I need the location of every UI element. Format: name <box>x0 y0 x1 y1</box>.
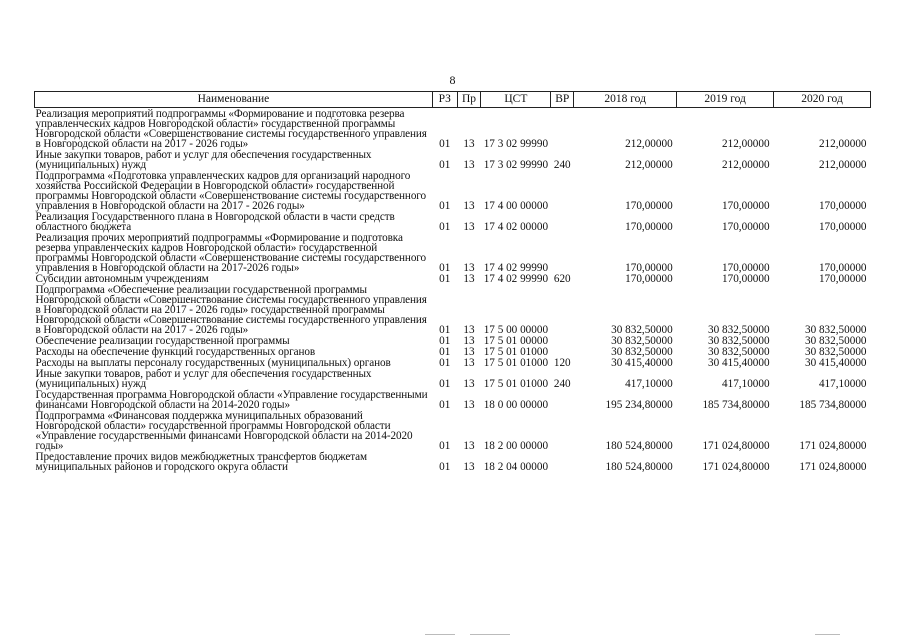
row-2020: 170,00000 <box>818 221 867 233</box>
table-row <box>35 357 871 368</box>
row-2020: 171 024,80000 <box>799 440 867 452</box>
table-row <box>35 451 871 472</box>
row-name: Подпрограмма «Финансовая поддержка муниципальных образований Новгородской области» государственной программы Новгородской области «Управление государственными финансами Новгородской области на 2014-2020 годы» <box>35 410 413 452</box>
header-2018: 2018 год <box>574 92 677 108</box>
row-2019: 30 415,40000 <box>708 357 770 369</box>
row-vr <box>551 451 574 472</box>
row-rz: 01 <box>439 461 451 473</box>
row-pr: 13 <box>463 262 475 274</box>
row-rz: 01 <box>439 346 451 358</box>
row-rz: 01 <box>439 273 451 285</box>
row-vr <box>551 108 574 150</box>
row-2020: 30 415,40000 <box>804 357 867 369</box>
row-cst: 18 2 04 00000 <box>483 461 549 473</box>
row-name: Расходы на выплаты персоналу государственных (муниципальных) органов <box>35 357 391 369</box>
row-rz: 01 <box>439 357 451 369</box>
row-2018: 180 524,80000 <box>605 461 673 473</box>
row-cst: 18 0 00 00000 <box>483 399 549 411</box>
row-2020: 185 734,80000 <box>799 399 867 411</box>
header-pr: Пр <box>457 92 481 108</box>
row-2019: 171 024,80000 <box>702 440 770 452</box>
row-2018: 30 415,40000 <box>611 357 673 369</box>
row-vr: 240 <box>553 378 571 390</box>
row-2018: 170,00000 <box>625 262 673 274</box>
row-vr <box>551 410 574 451</box>
row-vr <box>551 211 574 232</box>
row-name: Иные закупки товаров, работ и услуг для обеспечения государственных (муниципальных) нужд <box>35 149 372 171</box>
row-vr <box>551 389 574 410</box>
row-2019: 417,10000 <box>722 378 770 390</box>
row-rz: 01 <box>439 378 451 390</box>
row-pr: 13 <box>463 378 475 390</box>
row-vr: 240 <box>553 159 571 171</box>
header-2019: 2019 год <box>677 92 774 108</box>
row-2019: 170,00000 <box>722 273 770 285</box>
row-vr <box>551 170 574 211</box>
row-vr <box>551 335 574 346</box>
scan-artifacts <box>0 630 905 640</box>
row-name: Государственная программа Новгородской области «Управление государственными финансами Новгородской области на 2014-2020 годы» <box>35 389 428 411</box>
row-name: Подпрограмма «Обеспечение реализации государственной программы Новгородской области «Совершенствование системы государственного управления в Новгородской области на 2017 - 2026 годы» государственной программы Новгородской области «Совершенствование системы государственного управления в Новгородской области на 2017 - 2026 годы» <box>35 284 427 336</box>
table-row <box>35 232 871 273</box>
table-header-row <box>35 92 871 108</box>
row-name: Расходы на обеспечение функций государственных органов <box>35 346 316 358</box>
row-vr <box>551 284 574 335</box>
row-vr: 620 <box>553 273 571 285</box>
row-2018: 30 832,50000 <box>611 346 673 358</box>
row-cst: 17 5 01 01000 <box>483 378 549 390</box>
row-rz: 01 <box>439 440 451 452</box>
table-row <box>35 149 871 170</box>
row-rz: 01 <box>439 399 451 411</box>
row-2018: 212,00000 <box>625 159 673 171</box>
row-2020: 170,00000 <box>818 200 867 212</box>
row-cst: 17 5 01 00000 <box>483 335 549 347</box>
row-2019: 212,00000 <box>722 138 770 150</box>
row-2019: 30 832,50000 <box>708 346 770 358</box>
page-number: 8 <box>449 73 456 87</box>
header-vr: ВР <box>551 92 574 108</box>
row-2018: 170,00000 <box>625 200 673 212</box>
row-2020: 212,00000 <box>818 138 867 150</box>
row-rz: 01 <box>439 159 451 171</box>
row-name: Обеспечение реализации государственной программы <box>35 335 290 347</box>
row-rz: 01 <box>439 262 451 274</box>
row-2018: 212,00000 <box>625 138 673 150</box>
row-2019: 171 024,80000 <box>702 461 770 473</box>
row-cst: 17 3 02 99990 <box>483 138 549 150</box>
row-rz: 01 <box>439 324 451 336</box>
header-rz: РЗ <box>432 92 457 108</box>
row-pr: 13 <box>463 273 475 285</box>
table-row <box>35 273 871 284</box>
table-row <box>35 410 871 451</box>
row-2020: 212,00000 <box>818 159 867 171</box>
row-pr: 13 <box>463 461 475 473</box>
row-name: Предоставление прочих видов межбюджетных трансфертов бюджетам муниципальных районов и городского округа области <box>35 451 368 473</box>
row-2018: 30 832,50000 <box>611 335 673 347</box>
row-name: Реализация прочих мероприятий подпрограммы «Формирование и подготовка резерва управленческих кадров Новгородской области» государственной программы Новгородской области «Совершенствование системы государственного управления в Новгородской области на 2017-2026 годы» <box>35 232 427 274</box>
table-row <box>35 170 871 211</box>
row-rz: 01 <box>439 221 451 233</box>
row-cst: 17 5 01 01000 <box>483 357 549 369</box>
row-pr: 13 <box>463 138 475 150</box>
row-2019: 170,00000 <box>722 262 770 274</box>
row-2018: 170,00000 <box>625 273 673 285</box>
row-name: Иные закупки товаров, работ и услуг для обеспечения государственных (муниципальных) нужд <box>35 368 372 390</box>
row-2019: 170,00000 <box>722 200 770 212</box>
table-row <box>35 211 871 232</box>
row-2019: 30 832,50000 <box>708 324 770 336</box>
row-pr: 13 <box>463 324 475 336</box>
row-2020: 30 832,50000 <box>804 324 867 336</box>
row-2018: 417,10000 <box>625 378 673 390</box>
table-row <box>35 335 871 346</box>
row-2018: 170,00000 <box>625 221 673 233</box>
row-pr: 13 <box>463 346 475 358</box>
row-2020: 30 832,50000 <box>804 346 867 358</box>
row-cst: 17 5 00 00000 <box>483 324 549 336</box>
row-cst: 17 3 02 99990 <box>483 159 549 171</box>
row-2018: 30 832,50000 <box>611 324 673 336</box>
row-pr: 13 <box>463 357 475 369</box>
table-row <box>35 389 871 410</box>
row-cst: 17 4 00 00000 <box>483 200 549 212</box>
row-2019: 212,00000 <box>722 159 770 171</box>
row-pr: 13 <box>463 221 475 233</box>
budget-table <box>34 91 871 472</box>
row-pr: 13 <box>463 159 475 171</box>
row-cst: 17 4 02 99990 <box>483 273 549 285</box>
row-pr: 13 <box>463 399 475 411</box>
row-2019: 170,00000 <box>722 221 770 233</box>
header-cst: ЦСТ <box>481 92 551 108</box>
row-rz: 01 <box>439 335 451 347</box>
row-cst: 18 2 00 00000 <box>483 440 549 452</box>
row-2019: 185 734,80000 <box>702 399 770 411</box>
row-2018: 195 234,80000 <box>605 399 673 411</box>
table-row <box>35 346 871 357</box>
row-2020: 170,00000 <box>818 262 867 274</box>
row-name: Субсидии автономным учреждениям <box>35 273 209 285</box>
row-vr <box>551 346 574 357</box>
row-2020: 30 832,50000 <box>804 335 867 347</box>
row-cst: 17 5 01 01000 <box>483 346 549 358</box>
table-row <box>35 368 871 389</box>
row-name: Реализация Государственного плана в Новгородской области в части средств областного бюджета <box>35 211 395 233</box>
row-2018: 180 524,80000 <box>605 440 673 452</box>
row-2020: 171 024,80000 <box>799 461 867 473</box>
row-pr: 13 <box>463 335 475 347</box>
row-name: Реализация мероприятий подпрограммы «Формирование и подготовка резерва управленческих кадров Новгородской области» государственной программы Новгородской области «Совершенствование системы государственного управления в Новгородской области на 2017 - 2026 годы» <box>35 108 427 150</box>
header-name: Наименование <box>35 92 433 108</box>
row-pr: 13 <box>463 200 475 212</box>
header-2020: 2020 год <box>774 92 871 108</box>
row-2020: 170,00000 <box>818 273 867 285</box>
row-2020: 417,10000 <box>818 378 867 390</box>
row-cst: 17 4 02 99990 <box>483 262 549 274</box>
row-rz: 01 <box>439 200 451 212</box>
row-vr <box>551 232 574 273</box>
table-row <box>35 108 871 150</box>
row-vr: 120 <box>553 357 571 369</box>
row-name: Подпрограмма «Подготовка управленческих кадров для организаций народного хозяйства Российской Федерации в Новгородской области» государственной программы Новгородской области «Совершенствование системы государственного управления в Новгородской области на 2017 - 2026 годы» <box>35 170 427 212</box>
table-row <box>35 284 871 335</box>
row-pr: 13 <box>463 440 475 452</box>
row-2019: 30 832,50000 <box>708 335 770 347</box>
row-rz: 01 <box>439 138 451 150</box>
row-cst: 17 4 02 00000 <box>483 221 549 233</box>
